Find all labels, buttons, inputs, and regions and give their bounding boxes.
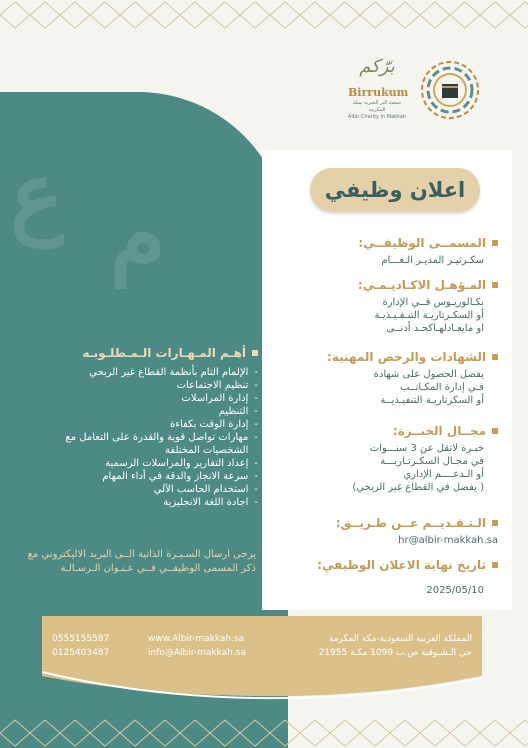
list-item: - اجادة اللغة الانجليزية xyxy=(163,497,258,508)
section-line: ( يفضل في القطاع غير الربحي) xyxy=(352,482,484,493)
section-line: فـي إدارة المكـاتــب xyxy=(399,382,484,393)
deadline-date: 2025/05/10 xyxy=(426,585,484,596)
section-line: في مجـال السكـرتـاريـــة xyxy=(380,456,484,467)
section-line: بكـالوريـوس فــي الإدارة xyxy=(382,297,484,308)
square-bullet-icon xyxy=(492,282,498,288)
section-line: أو السكـرتاريـة التنـفـيـذيـة xyxy=(374,310,484,321)
dash-bullet-icon: - xyxy=(254,471,258,482)
brand-subtitle xyxy=(344,100,410,121)
section-heading: الـتـقـديــم عــن طـريــق: xyxy=(335,516,486,530)
section-heading: الشهادات والرخص المهنية: xyxy=(327,350,486,364)
footer-address xyxy=(319,632,472,660)
page-title: اعلان وظيفي xyxy=(324,178,466,202)
square-bullet-icon xyxy=(492,240,498,246)
square-bullet-icon xyxy=(492,428,498,434)
dash-bullet-icon: - xyxy=(254,419,258,430)
dash-bullet-icon: - xyxy=(254,380,258,391)
address-line: حي الـشـوقية ص.ب 1099 مكـة 21955 xyxy=(318,648,472,658)
square-bullet-icon xyxy=(492,354,498,360)
certificates-section xyxy=(286,350,498,407)
calligraphy-watermark: ع xyxy=(10,142,64,248)
apply-section xyxy=(286,516,498,547)
list-item: - سرعة الانجاز والدقة في أداء المهام xyxy=(102,471,258,482)
section-heading: مجــال الخبــرة: xyxy=(392,424,486,438)
dash-bullet-icon: - xyxy=(254,497,258,508)
list-item: - الإلمام التام بأنظمة القطاع غير الربحي xyxy=(89,367,258,378)
phone-number[interactable]: 0125403487 xyxy=(52,648,110,658)
square-bullet-icon xyxy=(492,562,498,568)
skills-list xyxy=(20,346,258,509)
list-item: - إدارة الوقت بكفاءة xyxy=(170,419,258,430)
brand-name-arabic: برّكم xyxy=(359,56,395,77)
address-line: المملكة العربية السعودية-مكة المكرمة xyxy=(328,634,472,644)
experience-section xyxy=(286,424,498,494)
title-banner xyxy=(310,168,480,212)
application-note: يرجى ارسال السـيـرة الذاتية الــى البريد الاليكتروني مع ذكر المسمى الوظيفــي فــي عـنـوان الـرسـالـة xyxy=(27,549,256,574)
phone-number[interactable]: 0555155587 xyxy=(52,634,110,644)
section-line: أو السكرتاريـة التنفيـذيــة xyxy=(380,395,484,406)
dash-bullet-icon: - xyxy=(254,432,258,443)
job-title-section xyxy=(286,236,498,267)
section-line: سكـرتيـر المديـر الـعـــام xyxy=(381,255,484,266)
website-link[interactable]: www.Albir-makkah.sa xyxy=(148,634,245,644)
brand-subtitle-arabic: جمعية البر الخيرية بمكة المكرمة xyxy=(352,100,402,113)
dash-bullet-icon: - xyxy=(254,458,258,469)
brand-name-english: Birrukum xyxy=(348,86,409,99)
bottom-pattern-band xyxy=(0,718,528,748)
list-item: - استخدام الحاسب الآلي xyxy=(153,484,258,495)
list-item: - إعداد التقارير والمراسلات الرسمية xyxy=(105,458,258,469)
square-bullet-icon xyxy=(492,520,498,526)
calligraphy-watermark: م xyxy=(110,182,166,288)
section-line: او مايعـادلهـاكحـد أدنــى xyxy=(386,323,484,334)
section-line: خبـرة لاتقل عن 3 سنـــوات xyxy=(369,443,484,454)
section-heading: المـؤهـل الاكـاديـمـي: xyxy=(357,278,486,292)
list-item: - إدارة المراسلات xyxy=(181,393,258,404)
list-item: - التنظيم xyxy=(218,406,258,417)
section-line: أو الـدعــــم الإداري xyxy=(403,469,484,480)
brand-subtitle-english: Albir Charity in Makkah xyxy=(347,114,407,120)
list-item: - مهارات تواصل قوية والقدرة على التعامل مع الشخصيات المختلفة xyxy=(65,432,258,456)
square-bullet-icon xyxy=(252,350,258,356)
qualification-section xyxy=(286,278,498,335)
dash-bullet-icon: - xyxy=(254,484,258,495)
section-line: يفضل الحصول على شهادة xyxy=(373,369,484,380)
email-link[interactable]: info@Albir-makkah.sa xyxy=(148,648,246,658)
footer-curve-decoration xyxy=(42,670,482,700)
contact-footer xyxy=(42,616,482,672)
top-pattern-band xyxy=(0,0,528,30)
section-heading: المسمــى الوظيفــي: xyxy=(358,236,486,250)
footer-phones xyxy=(52,632,109,660)
deadline-section xyxy=(286,558,498,597)
dash-bullet-icon: - xyxy=(254,367,258,378)
dash-bullet-icon: - xyxy=(254,393,258,404)
list-item: - تنظيم الاجتماعات xyxy=(176,380,258,391)
section-heading: تاريخ نهاية الاعلان الوظيفي: xyxy=(317,558,486,572)
skills-heading: أهـم المـهـارات الـمـطلـوبـه xyxy=(82,346,246,360)
apply-email[interactable]: hr@albir-makkah.sa xyxy=(398,535,498,546)
dash-bullet-icon: - xyxy=(254,406,258,417)
footer-web xyxy=(148,632,246,660)
